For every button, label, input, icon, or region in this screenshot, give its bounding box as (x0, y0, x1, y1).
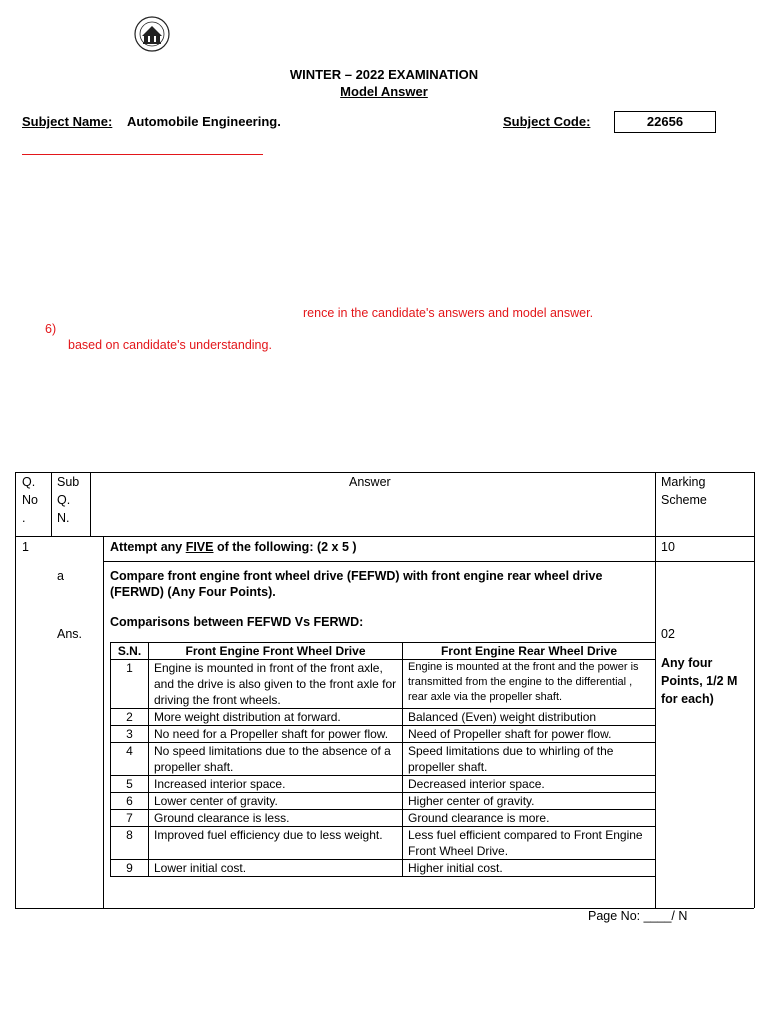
marking-note: Any four Points, 1/2 M for each) (661, 656, 738, 706)
ferwd-cell: Higher center of gravity. (403, 793, 656, 810)
fefwd-cell: Increased interior space. (149, 776, 403, 793)
question-number: 1 (22, 540, 29, 554)
row-number: 6 (111, 793, 149, 810)
fefwd-cell: More weight distribution at forward. (149, 709, 403, 726)
column-header: Front Engine Front Wheel Drive (149, 643, 403, 660)
header-q-no: Q. No . (22, 475, 38, 525)
table-row (111, 860, 656, 877)
comparison-header-row (111, 643, 656, 660)
table-row (111, 660, 656, 709)
table-row (111, 776, 656, 793)
instruction-number: 6) (45, 322, 57, 336)
comparison-title: Comparisons between FEFWD Vs FERWD: (110, 615, 364, 629)
row-number: 7 (111, 810, 149, 827)
fefwd-cell: Lower initial cost. (149, 860, 403, 877)
row-number: 4 (111, 743, 149, 776)
model-answer-title: Model Answer (340, 84, 428, 99)
column-header: S.N. (111, 643, 149, 660)
row-number: 2 (111, 709, 149, 726)
subject-name-label: Subject Name: (22, 114, 113, 129)
table-row (111, 709, 656, 726)
ferwd-cell: Decreased interior space. (403, 776, 656, 793)
header-sub-q: Sub Q. N. (57, 475, 80, 525)
question-instruction: Attempt any FIVE of the following: (2 x 5 ) (110, 540, 357, 554)
table-row (111, 810, 656, 827)
comparison-table (110, 642, 656, 877)
sub-question-label: a (57, 569, 64, 583)
fefwd-cell: No need for a Propeller shaft for power flow. (149, 726, 403, 743)
ferwd-cell: Speed limitations due to whirling of the propeller shaft. (403, 743, 656, 776)
fefwd-cell: Improved fuel efficiency due to less weight. (149, 827, 403, 860)
question-text-line1: Compare front engine front wheel drive (FEFWD) with front engine rear wheel drive (110, 569, 603, 583)
fefwd-cell: Engine is mounted in front of the front axle, and the drive is also given to the front axle for driving the front wheels. (149, 660, 403, 709)
question-text-line2: (FERWD) (Any Four Points). (110, 585, 276, 599)
page-number: Page No: ____/ N (588, 909, 688, 923)
header-marking-scheme: Marking Scheme (661, 475, 707, 507)
exam-title: WINTER – 2022 EXAMINATION (289, 67, 479, 82)
table-row (111, 793, 656, 810)
row-number: 8 (111, 827, 149, 860)
fefwd-cell: Lower center of gravity. (149, 793, 403, 810)
ferwd-cell: Balanced (Even) weight distribution (403, 709, 656, 726)
subject-code-label: Subject Code: (503, 114, 591, 129)
subject-name-value: Automobile Engineering. (127, 114, 281, 129)
institution-logo (128, 14, 176, 54)
total-marks: 10 (661, 540, 675, 554)
table-row (111, 827, 656, 860)
table-row (111, 743, 656, 776)
instruction-line: based on candidate's understanding. (68, 338, 272, 352)
row-number: 1 (111, 660, 149, 709)
ferwd-cell: Need of Propeller shaft for power flow. (403, 726, 656, 743)
subject-code-box: 22656 (614, 111, 716, 133)
fefwd-cell: Ground clearance is less. (149, 810, 403, 827)
table-row (111, 726, 656, 743)
header-answer: Answer (349, 475, 391, 489)
ferwd-cell: Engine is mounted at the front and the power is transmitted from the engine to the differential , rear axle via the propeller shaft. (403, 660, 656, 709)
instruction-line: rence in the candidate's answers and model answer. (303, 306, 594, 320)
row-number: 5 (111, 776, 149, 793)
row-number: 9 (111, 860, 149, 877)
answer-label: Ans. (57, 627, 83, 641)
ferwd-cell: Ground clearance is more. (403, 810, 656, 827)
question-marks: 02 (661, 627, 675, 641)
red-divider (22, 154, 263, 155)
fefwd-cell: No speed limitations due to the absence of a propeller shaft. (149, 743, 403, 776)
column-header: Front Engine Rear Wheel Drive (403, 643, 656, 660)
row-number: 3 (111, 726, 149, 743)
ferwd-cell: Higher initial cost. (403, 860, 656, 877)
ferwd-cell: Less fuel efficient compared to Front Engine Front Wheel Drive. (403, 827, 656, 860)
